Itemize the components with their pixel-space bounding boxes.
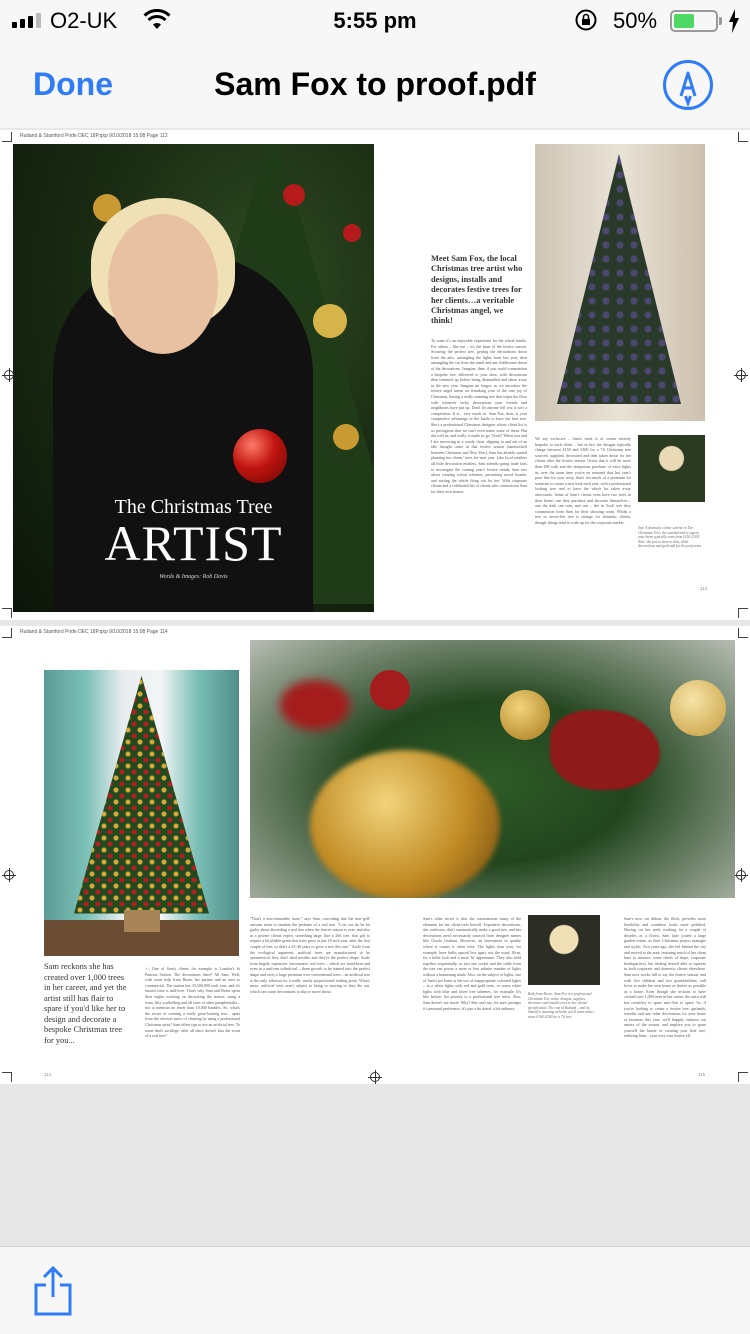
pdf-page-1[interactable] xyxy=(0,130,750,620)
body-column: To some it's an enjoyable experience for the whole family. For others – like me – it's the bane of the festive season. Scouring the perfect tree, getting the decorations down from the attic, untangling the lights from last year, then untangling the cat from the tinsel and any fiddlesome threat of the decorations. Imagine, then, if you could commission a bespoke tree, delivered to your door, with decorations then trimmed up before being dismantled and taken away in the new year. Imagine no longer, as we introduce the festive angel intent on remaking your of the true joy of Christmas, having a really stunning tree that wipes the floor with whatever tacky decorations your friends and neighbours have put up. Don't let anyone tell you it isn't a competition. It is... very much so. Sam Fox, then, is your competitive advantage in the battle to have the best tree. She's a professional Christmas designer whose client list is so prestigious that we can't even name some of them. But she told us, and really, it made us go 'Oooh!' When you and I are traversing in a comfy chair, slipping in and out of an idle thought come in that festive season (sandwiched between Christmas and New Year), Sam has already started planning her clients' trees for next year. Like local retailers all little decoration retailers, Sam attends spring trade fairs to investigate the coming year's festive trends; then sets about creating colour schemes, permitting mood boards, and sorting the whole thing out for her. With corporate clients and a celebrated list of clients who commission Sam for their own homes. xyxy=(431,338,527,495)
body-column: >> One of Sam's clients for example is London's St Pancras Station. The decorations there? All Sam. Well, with some help from Beata, her partner and an area as commercial. The station has 33,500,000 each year, and it's busiest time is mid-love. That's why Sam and Beata spent their nights working on decorating the station, using a team, lifty scaffolding and all sorts of other paraphernalia – not to mention no fewer than 10,000 baubles. So, what's the secret of creating a really great-looking tree... apart from the obvious tactic of cheating by using a professional Christmas artist? Sam offers tips to use an artificial tree. To some that's sacrilege, after all since doesn't kiss the scent of a real tree? xyxy=(145,966,240,1039)
charging-bolt-icon xyxy=(728,9,740,33)
cover-kicker: The Christmas Tree xyxy=(114,496,273,518)
photo-caption: Both from Above: Sam Fox is a professional Christmas Tree artist: designs, supplies, decorates and installs trees to her clients' specification. The cost of Rutland – and do himself a stunning at-home you'll want reduce some £300–£500 for a 7ft tree. xyxy=(528,992,595,1019)
bottom-toolbar xyxy=(0,1246,750,1334)
crop-mark xyxy=(2,1072,12,1082)
battery-icon xyxy=(670,10,718,32)
done-button[interactable]: Done xyxy=(33,66,113,102)
standfirst: Meet Sam Fox, the local Christmas tree artist who designs, installs and decorates festive trees for her clients…a veritable Christmas angel, we think! xyxy=(431,254,523,326)
page-slug: Rutland & Stamford Pride DEC 18P.qxp 9/10/2018 15:08 Page 114 xyxy=(20,629,168,635)
crop-mark xyxy=(738,628,748,638)
body-column: We say exclusive – Sam's work is of course entirely bespoke to each client – but in fact the designs typically charge between £150 and £300 for a 7ft Christmas tree sourced, supplied, decorated and then taken down for her clients after the festive season. Given that it will be more than £80 with and the ubiquitous purchase of extra lights in, over the same time you're on returned that last year's poor line for your story, that's not much of a premium for someone to create a new look each year, with a professional looking tree and to have the whole lot taken away afterwards. Some of Sam's clients even have two trees in their home; one they purchase and decorate themselves – one the kids can ruin, and one – the in 'look' tree they commission from Sam for their showing room. Whilst a tree or never-fret tree is strange for domestic clients, though, things tend to scale up for the corporate market. xyxy=(535,436,631,525)
pull-quote: Sam reckons she has created over 1,000 trees in her career, and yet the artist still has flair to spare if you'd like her to design and decorate a bespoke Christmas tree for you... xyxy=(44,962,127,1045)
page-slug: Rutland & Stamford Pride DEC 18P.qxp 9/10/2018 15:08 Page 112 xyxy=(20,133,168,139)
battery-percent: 50% xyxy=(613,8,658,33)
registration-mark xyxy=(4,870,14,880)
page-number: 114 xyxy=(44,1072,52,1077)
registration-mark xyxy=(736,370,746,380)
garland-photo xyxy=(250,640,735,898)
cover-headline: ARTIST xyxy=(104,515,283,571)
crop-mark xyxy=(2,132,12,142)
status-bar xyxy=(0,0,750,42)
portrait-photo xyxy=(528,915,600,985)
decorated-tree-photo xyxy=(535,144,705,421)
pdf-viewer[interactable] xyxy=(0,128,750,1246)
red-bauble xyxy=(233,429,287,483)
battery-level xyxy=(674,14,694,28)
photo-caption: Top: A dramatic colour scheme in The Christmas Tree; the scandal and to sign in your home typically costs from £150–£300. Note: the prices have to that, while decorations and guilt add for the profession. xyxy=(638,526,703,549)
portrait-photo xyxy=(638,435,705,502)
cover-credit: Words & Images: Rob Davis xyxy=(159,574,228,580)
tree-with-curtains-photo xyxy=(44,670,239,956)
crop-mark xyxy=(738,608,748,618)
body-column: "That's a non-returnable issue," says Sam, conceding that the non-'gelf' artisans seem to emulate the perfume of a real tree. "Lots can do be bit guilty about discarding a real tree when the festive season is over, and also in a private clients expect something large, like a 20ft tree, that gift to require a bit pliable green that trees grow at just 18 inch year, after the first couple of feet, so that's a 25-40 years to grow a tree this size." Aside from the ecological argument, artificial trees are manufactured to be symmetrical, they don't shed needles and they're the perfect shape. Aside from hugely expensive 'uncommon' real trees – which are hand-bent and even in a uniform cylindrical – there growth to be trained into the perfect shape and carry a large premium over conventional trees – an artificial tree is the only solution for a really sturdy proportioned trading point. What's more, artificial trees aren't subject to being or moving or they die out, which can cause decorations to slip or move about. xyxy=(250,916,370,994)
body-column: Sam's now cut ribbon, the flock, provides more flexibility and somehow looks more polished. Having cut her teeth working for a couple of decades as a florist, Sam later joined a large garden centre, as their Christmas project manager and stylist. Two years ago, she left behind the city and moved to the area, retaining much of her client base (a mixture, some chiefs of ships, corporate headquarters), but finding herself able to squeeze in both corporate and domestic clients elsewhere. Sam now works full to say the festive season, and with five children and two grandchildren, still loves to make her own home as festive as possible as a home. Even though she reckons to have created over 1,000 trees in her career, the artist still has creativity to spare and flair to spare. So, if you're looking to create a festive tree, garlands, wreaths and any other decorations for your home or business this year, we'll happily endorse our unisex of the season, and implore you to spare yourself the hassle of creating your best tree, enlisting Sam... your very own festive elf. xyxy=(624,916,706,1039)
carrier-name: O2-UK xyxy=(50,8,118,33)
crop-mark xyxy=(2,608,12,618)
crop-mark xyxy=(2,628,12,638)
clock: 5:55 pm xyxy=(333,8,417,33)
orientation-lock-icon xyxy=(574,8,598,32)
share-icon[interactable] xyxy=(33,1265,73,1317)
crop-mark xyxy=(738,1072,748,1082)
navigation-bar xyxy=(0,42,750,128)
page-number: 113 xyxy=(700,586,708,591)
page-number: 115 xyxy=(698,1072,706,1077)
body-column: Sam's other secret is that she commissions many of the elements for her client trees herself. Expensive decorations, she confesses, don't automatically make a good tree, and her decorations aren't necessarily sourced from designer names like Gisela Graham. However, an investment in quality where it counts is often wise. The lights Sam uses, for example, have bulbs spaced less apart, not the usual 10cm, for a fuller look and a more 'lit' appearance. They also hold together sequentially, so just one socket and the cable from the tree can power a more or less infinite number of lights without a hamstrung trunk. Also, on the subject of lights, one of Sam's pet hates is the use of inappropriate coloured lights – in a white lights with red and gold trees, or warm white lights with blue and silver tree schemes, for example. It's like before: list priority to a professional tree artist. Also, Sam doesn't use tinsel. Why? She can't say, for sure, perhaps it's personal preference, it's just a bit dated, a bit ordinary. xyxy=(423,916,521,1011)
document-title: Sam Fox to proof.pdf xyxy=(214,66,536,102)
crop-mark xyxy=(738,132,748,142)
pdf-page-2[interactable] xyxy=(0,626,750,1084)
cover-photo xyxy=(13,144,374,612)
registration-mark xyxy=(370,1072,380,1082)
markup-pen-icon[interactable] xyxy=(663,60,713,110)
registration-mark xyxy=(736,870,746,880)
